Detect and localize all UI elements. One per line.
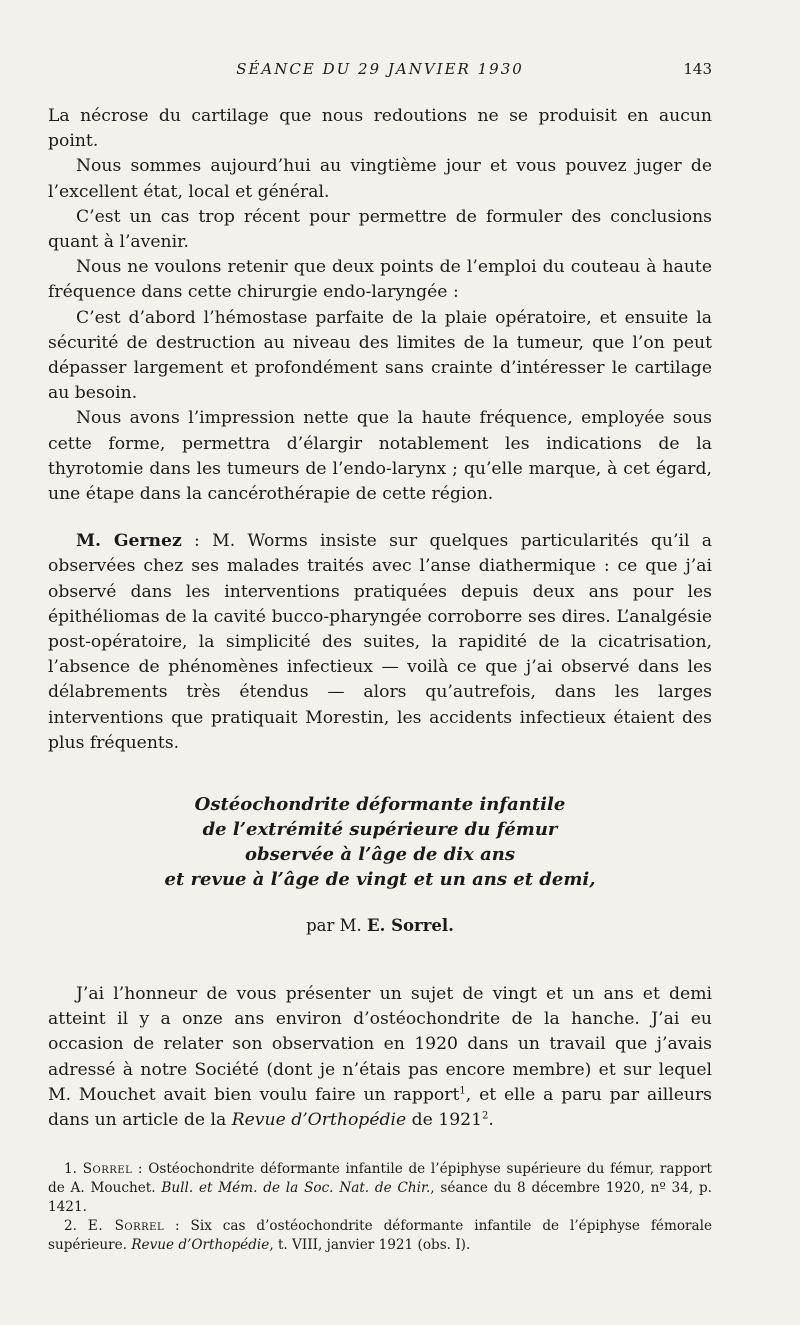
running-title: SÉANCE DU 29 JANVIER 1930 (236, 60, 524, 78)
author-line (48, 916, 712, 935)
footnote-number: 2. (64, 1218, 77, 1234)
body-text: , et elle a paru par ailleurs dans un article de la (48, 1084, 712, 1131)
footnote-text: , t. VIII, janvier 1921 (obs. I). (269, 1237, 471, 1253)
paragraph: Nous sommes aujourd’hui au vingtième jour et vous pouvez juger de l’excellent état, local et général. (48, 156, 712, 202)
discussion-text: : M. Worms insiste sur quelques particularités qu’il a observées chez ses malades traités avec l’anse diathermique : ce que j’ai observé dans les interventions pratiquées depuis deux ans pour les épithéliomas de la cavité bucco-pharyngée corroborre ses dires. L’analgésie post-opératoire, la simplicité des suites, la rapidité de la cicatrisation, l’absence de phénomènes infectieux — voilà ce que j’ai observé dans les délabrements très étendus — alors qu’autrefois, dans les larges interventions que pratiquait Morestin, les accidents infectieux étaient des plus fréquents. (48, 531, 713, 753)
title-line: de l’extrémité supérieure du fémur (202, 819, 558, 840)
discussion-paragraph (48, 529, 712, 756)
paragraph: La nécrose du cartilage que nous redoutions ne se produisit en aucun point. (48, 106, 712, 152)
footnote-source: Revue d’Orthopédie (131, 1237, 270, 1253)
article-body (48, 982, 712, 1133)
footnote-ref: 2 (482, 1110, 489, 1122)
footnote-author: Sorrel (82, 1161, 133, 1177)
footnote-text: , séance du 8 décembre 1920, nº 34, p. 1421. (48, 1180, 712, 1215)
journal-name: Revue d’Orthopédie (231, 1110, 407, 1131)
footnote-number: 1. (64, 1161, 77, 1177)
title-line: observée à l’âge de dix ans (245, 844, 515, 865)
footnotes (48, 1160, 712, 1255)
body-text: . (488, 1110, 494, 1131)
speaker-name: M. Gernez (76, 531, 182, 552)
body-text: de 1921 (406, 1110, 482, 1131)
title-line: et revue à l’âge de vingt et un ans et demi, (164, 869, 596, 890)
paragraph: C’est d’abord l’hémostase parfaite de la plaie opératoire, et ensuite la sécurité de destruction au niveau des limites de la tumeur, que l’on peut dépasser largement et profondément sans crainte d’intéresser le cartilage au besoin. (48, 307, 712, 404)
article-title (48, 792, 712, 892)
paragraph: Nous ne voulons retenir que deux points de l’emploi du couteau à haute fréquence dans cette chirurgie endo-laryngée : (48, 257, 712, 303)
paragraph: C’est un cas trop récent pour permettre de formuler des conclusions quant à l’avenir. (48, 206, 712, 253)
footnote-ref: 1 (459, 1085, 466, 1097)
paragraph: Nous avons l’impression nette que la haute fréquence, employée sous cette forme, permettra d’élargir notablement les indications de la thyrotomie dans les tumeurs de l’endo-larynx ; qu’elle marque, à cet égard, une étape dans la cancérothérapie de cette région. (48, 408, 712, 505)
body-text: J’ai l’honneur de vous présenter un sujet de vingt et un ans et demi atteint il y a onze ans environ d’ostéochondrite de la hanche. J’ai eu occasion de relater son observation en 1920 dans un travail que j’avais adressé à notre Société (dont je n’étais pas encore membre) et sur lequel M. Mouchet avait bien voulu faire un rapport (48, 984, 712, 1105)
running-header (48, 60, 712, 86)
author-prefix: par M. (306, 916, 362, 935)
top-text (48, 104, 712, 756)
page-number: 143 (683, 60, 712, 78)
footnote-text: : Six cas d’ostéochondrite déformante infantile de l’épiphyse fémorale supérieure. (48, 1218, 713, 1253)
footnote (48, 1160, 712, 1217)
footnote-text: : Ostéochondrite déformante infantile de l’épiphyse supérieure du fémur, rapport de A. Mouchet. (48, 1161, 712, 1196)
paragraph (48, 982, 712, 1133)
footnote-author: E. Sorrel (87, 1218, 165, 1234)
footnote-source: Bull. et Mém. de la Soc. Nat. de Chir. (161, 1180, 431, 1196)
footnote (48, 1217, 712, 1255)
title-line: Ostéochondrite déformante infantile (194, 794, 566, 815)
author-name: E. Sorrel. (367, 916, 454, 935)
